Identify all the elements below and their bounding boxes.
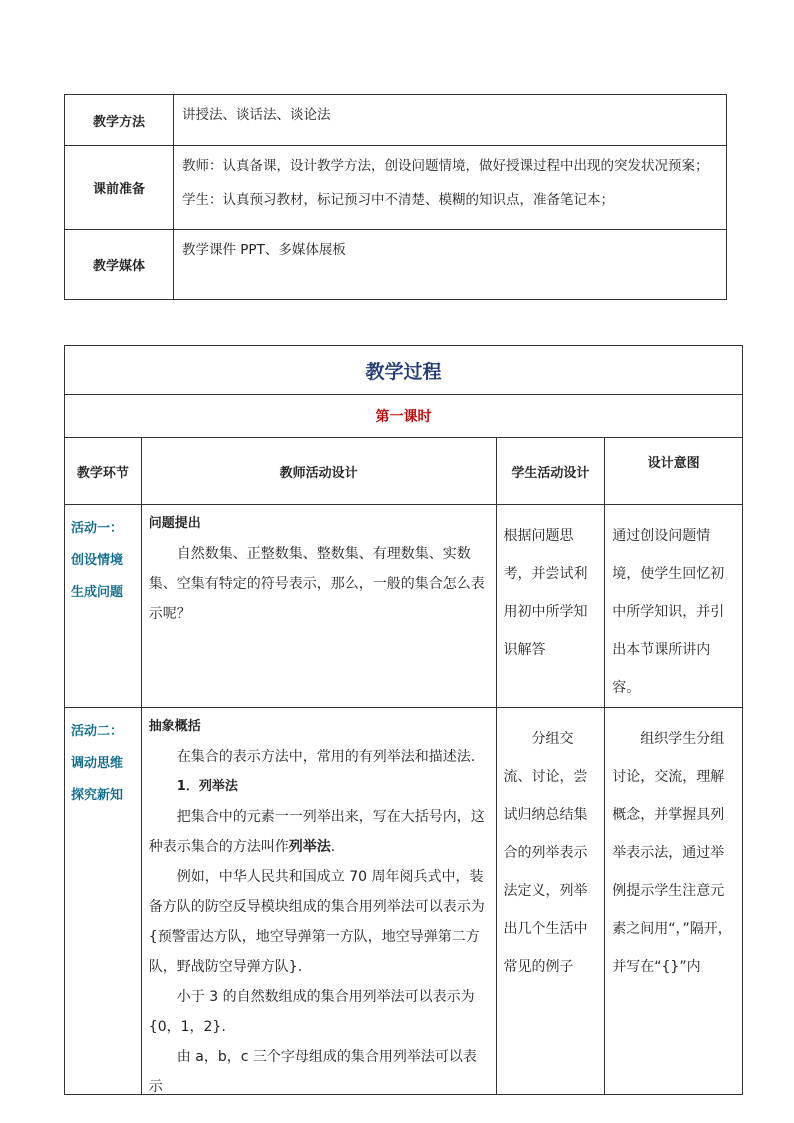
activity-one-label-line: 生成问题	[71, 585, 124, 600]
activity-two-intent: 组织学生分组讨论，交流，理解概念，并掌握具列举表示法，通过举例提示学生注意元素之间用“，”隔开，并写在“{}”内	[605, 708, 743, 1095]
preparation-content	[174, 146, 727, 230]
header-row	[65, 438, 743, 505]
activity-two-heading: 抽象概括	[148, 719, 201, 734]
activity-one-text: 自然数集、正整数集、整数集、有理数集、实数集、空集有特定的符号表示，那么，一般的集合怎么表示呢？	[148, 546, 485, 622]
process-title-row	[65, 346, 743, 395]
method-text: 讲授法、谈话法、谈论法	[182, 107, 331, 123]
activity-two-student: 分组交流、讨论，尝试归纳总结集合的列举表示法定义，列举出几个生活中常见的例子	[496, 708, 605, 1095]
preparation-row	[65, 146, 727, 230]
process-title: 教学过程	[65, 346, 743, 395]
activity-two-intro: 在集合的表示方法中，常用的有列举法和描述法.	[176, 749, 476, 765]
activity-one-student: 根据问题思考，并尝试利用初中所学知识解答	[496, 505, 605, 708]
media-row	[65, 230, 727, 300]
activity-two-label	[65, 708, 142, 1095]
activity-two-row	[65, 708, 743, 1095]
activity-two-teacher-content	[148, 712, 490, 1095]
method-content	[174, 95, 727, 146]
student-prep-text: 学生：认真预习教材，标记预习中不清楚、模糊的知识点，准备笔记本；	[182, 192, 614, 208]
header-teacher: 教师活动设计	[141, 438, 496, 505]
media-label: 教学媒体	[65, 230, 174, 300]
activity-two-definition	[149, 802, 490, 862]
activity-one-label	[65, 505, 142, 708]
activity-one-teacher	[141, 505, 496, 708]
activity-two-example-parade: 例如，中华人民共和国成立 70 周年阅兵式中，装备方队的防空反导模块组成的集合用列举法可以表示为{预警雷达方队，地空导弹第一方队，地空导弹第二方队，野战防空导弹方队}.	[148, 869, 485, 975]
preparation-label: 课前准备	[65, 146, 174, 230]
definition-term: 列举法	[288, 839, 331, 855]
definition-text: 把集合中的元素一一列举出来，写在大括号内，这种表示集合的方法叫作	[148, 809, 485, 855]
media-content	[174, 230, 727, 300]
activity-one-label-line: 活动一：	[71, 521, 124, 536]
activity-two-subheading: 1．列举法	[176, 779, 238, 794]
method-label: 教学方法	[65, 95, 174, 146]
header-stage: 教学环节	[65, 438, 142, 505]
lesson-row	[65, 395, 743, 438]
header-intent: 设计意图	[605, 438, 743, 505]
activity-one-intent: 通过创设问题情境，使学生回忆初中所学知识，并引出本节课所讲内容。	[605, 505, 743, 708]
activity-one-label-line: 创设情境	[71, 553, 124, 568]
activity-two-example-numbers: 小于 3 的自然数组成的集合用列举法可以表示为{0，1，2}.	[148, 989, 475, 1035]
activity-one-heading: 问题提出	[148, 516, 201, 531]
activity-two-label-line: 调动思维	[71, 756, 124, 771]
activity-two-teacher	[141, 708, 496, 1095]
activity-two-label-line: 探究新知	[71, 788, 124, 803]
activity-one-row	[65, 505, 743, 708]
preparation-table	[64, 94, 727, 300]
activity-two-example-letters: 由 a，b，c 三个字母组成的集合用列举法可以表示	[148, 1049, 477, 1095]
teacher-prep-text: 教师：认真备课，设计教学方法，创设问题情境，做好授课过程中出现的突发状况预案；	[182, 158, 709, 174]
header-student: 学生活动设计	[496, 438, 605, 505]
lesson-title: 第一课时	[65, 395, 743, 438]
activity-two-label-line: 活动二：	[71, 724, 124, 739]
media-text: 教学课件 PPT、多媒体展板	[182, 242, 346, 258]
method-row	[65, 95, 727, 146]
teaching-process-table	[64, 345, 743, 1095]
definition-end: .	[330, 839, 336, 855]
